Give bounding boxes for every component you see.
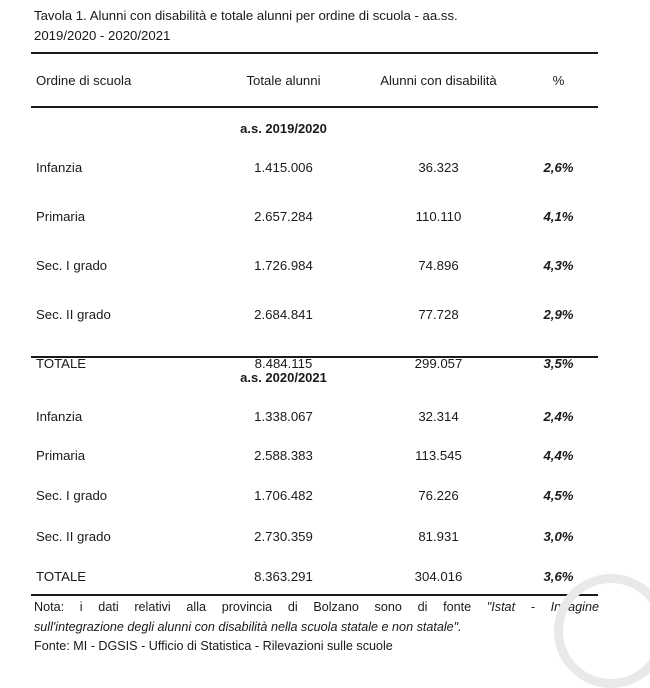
section-heading-2019-2020 — [31, 119, 598, 139]
column-header-ordine-di-scuola: Ordine di scuola — [36, 73, 132, 88]
row-disability: 304.016 — [414, 569, 463, 584]
table-row — [31, 407, 598, 427]
table-row — [31, 158, 598, 178]
row-total: 1.338.067 — [254, 409, 313, 424]
rule-between-sections — [31, 356, 598, 358]
table-row — [31, 305, 598, 325]
row-disability: 113.545 — [415, 448, 462, 463]
row-percent: 4,5% — [543, 488, 574, 503]
row-percent: 3,0% — [543, 529, 574, 544]
row-total: 1.415.006 — [254, 160, 313, 175]
row-label: Sec. II grado — [36, 307, 111, 322]
row-disability: 32.314 — [418, 409, 459, 424]
rule-below-title — [31, 52, 598, 54]
row-label: Sec. I grado — [36, 258, 108, 273]
row-percent: 2,9% — [543, 307, 574, 322]
column-header-percent: % — [552, 73, 565, 88]
section-heading-2020-2021 — [31, 368, 598, 388]
rule-below-header — [31, 106, 598, 108]
row-total: 2.588.383 — [254, 448, 313, 463]
note-line-2: sull'integrazione degli alunni con disabilità nella scuola statale e non statale". — [34, 619, 462, 634]
row-disability: 36.323 — [418, 160, 459, 175]
row-total: 1.706.482 — [254, 488, 313, 503]
row-percent: 4,4% — [543, 448, 574, 463]
row-label: Primaria — [36, 448, 86, 463]
table-row — [31, 446, 598, 466]
column-header-alunni-con-disabilita: Alunni con disabilità — [380, 73, 497, 88]
row-disability: 110.110 — [415, 209, 462, 224]
table-row — [31, 486, 598, 506]
row-label: TOTALE — [36, 356, 87, 371]
note-italic-part-1: "Istat - Indagine — [486, 600, 599, 614]
section-heading-label: a.s. 2019/2020 — [240, 121, 327, 136]
page-title-line-2: 2019/2020 - 2020/2021 — [34, 28, 171, 43]
row-percent: 4,1% — [543, 209, 574, 224]
row-label: Sec. II grado — [36, 529, 111, 544]
row-total: 2.684.841 — [254, 307, 313, 322]
rule-above-notes — [31, 594, 598, 596]
table-notes — [34, 598, 599, 657]
row-percent: 3,5% — [543, 356, 574, 371]
row-disability: 77.728 — [418, 307, 459, 322]
row-total: 8.363.291 — [254, 569, 313, 584]
table-header-row — [31, 71, 598, 91]
row-label: Primaria — [36, 209, 86, 224]
row-percent: 4,3% — [543, 258, 574, 273]
row-percent: 2,6% — [543, 160, 574, 175]
row-total: 2.730.359 — [254, 529, 313, 544]
column-header-totale-alunni: Totale alunni — [246, 73, 321, 88]
row-label: Infanzia — [36, 409, 83, 424]
note-prefix: Nota: i dati relativi alla provincia di Bolzano sono di fonte — [34, 600, 487, 614]
row-label: TOTALE — [36, 569, 87, 584]
section-heading-label: a.s. 2020/2021 — [240, 370, 327, 385]
note-source-line: Fonte: MI - DGSIS - Ufficio di Statistica - Rilevazioni sulle scuole — [34, 639, 393, 653]
row-label: Infanzia — [36, 160, 83, 175]
row-label: Sec. I grado — [36, 488, 108, 503]
table-row — [31, 527, 598, 547]
row-total: 1.726.984 — [254, 258, 313, 273]
note-line-1 — [34, 598, 599, 618]
row-disability: 74.896 — [418, 258, 459, 273]
row-total: 2.657.284 — [254, 209, 313, 224]
page-title — [34, 6, 599, 46]
table-row — [31, 207, 598, 227]
page-title-line-1: Tavola 1. Alunni con disabilità e totale alunni per ordine di scuola - aa.ss. — [34, 8, 458, 23]
table-row-total — [31, 567, 598, 587]
row-percent: 3,6% — [543, 569, 574, 584]
row-total: 8.484.115 — [254, 356, 313, 371]
row-percent: 2,4% — [543, 409, 574, 424]
row-disability: 76.226 — [418, 488, 459, 503]
row-disability: 81.931 — [418, 529, 459, 544]
table-row — [31, 256, 598, 276]
row-disability: 299.057 — [414, 356, 463, 371]
